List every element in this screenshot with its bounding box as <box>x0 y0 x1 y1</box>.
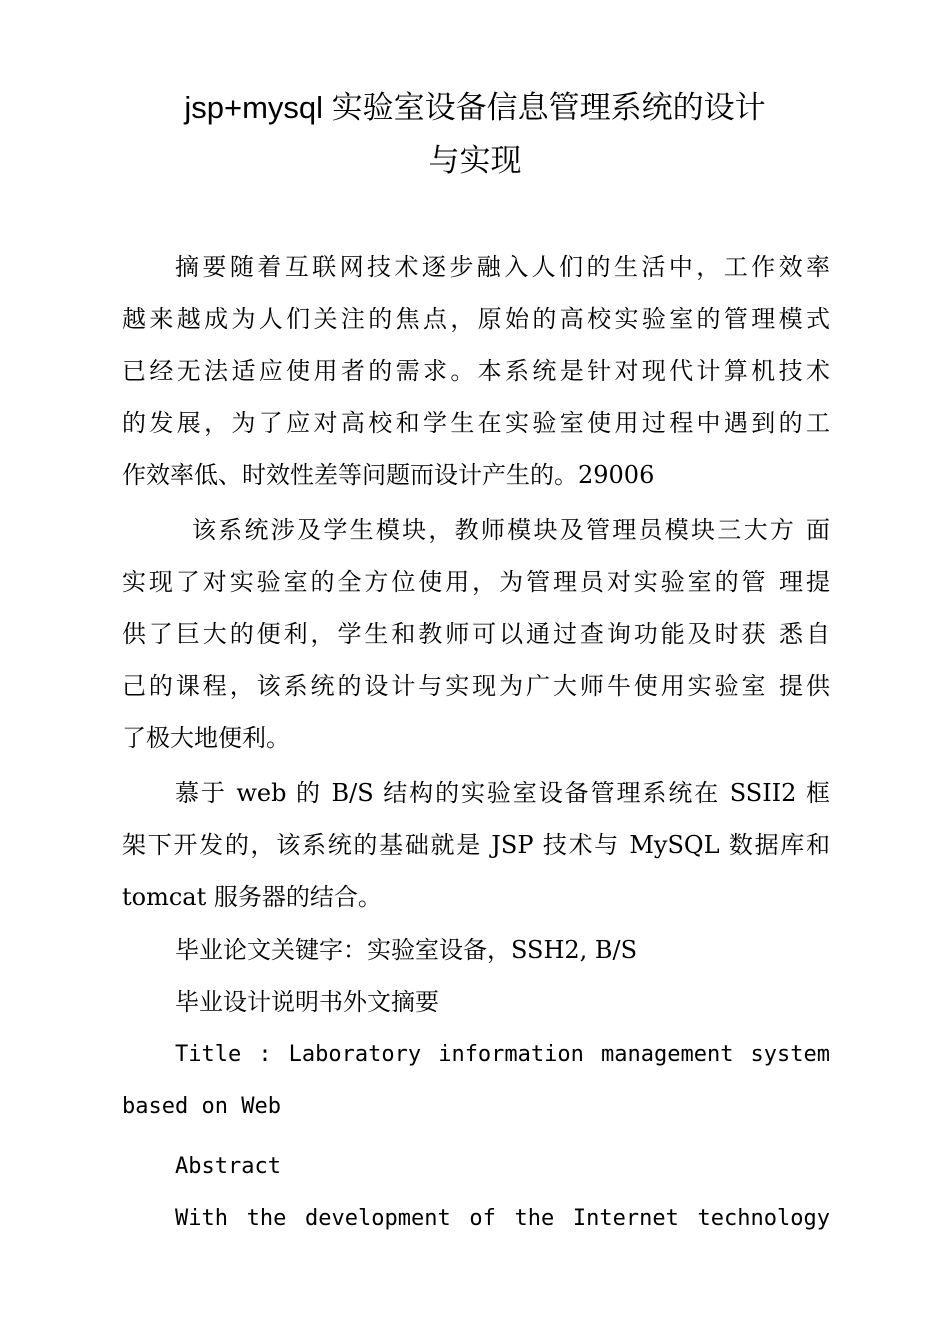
paragraph-line: 慕于 web 的 B/S 结构的实验室设备管理系统在 SSII2 框 <box>175 779 830 807</box>
paragraph-line: 供了巨大的便利，学生和教师可以通过查询功能及时获 悉自 <box>122 620 830 648</box>
abstract-paragraph-2 <box>122 504 830 764</box>
paragraph-line: tomcat 服务器的结合。 <box>122 883 382 911</box>
keywords-section <box>122 924 830 1028</box>
abstract-text-line: With the development of the Internet technology <box>175 1206 830 1231</box>
paragraph-line: 作效率低、时效性差等问题而设计产生的。29006 <box>122 461 655 489</box>
paragraph-line: 摘要随着互联网技术逐步融入人们的生活中，工作效率 <box>175 253 830 281</box>
paragraph-line: 的发展，为了应对高校和学生在实验室使用过程中遇到的工 <box>122 409 830 437</box>
paragraph-line: 已经无法适应使用者的需求。本系统是针对现代计算机技术 <box>122 357 830 385</box>
abstract-paragraph-3 <box>122 767 830 923</box>
keywords-line: 毕业论文关键字：实验室设备，SSH2, B/S <box>175 936 638 964</box>
paragraph-line: 越来越成为人们关注的焦点，原始的高校实验室的管理模式 <box>122 305 830 333</box>
document-title-line-1: jsp+mysql 实验室设备信息管理系统的设计 <box>184 90 766 125</box>
document-title-line-2: 与实现 <box>428 143 522 178</box>
abstract-label: Abstract <box>175 1154 281 1179</box>
paragraph-line: 了极大地便利。 <box>122 724 290 752</box>
paragraph-line: 实现了对实验室的全方位使用，为管理员对实验室的管 理提 <box>122 568 830 596</box>
english-title-line: Title : Laboratory information management system <box>175 1042 830 1067</box>
paragraph-line: 该系统涉及学生模块，教师模块及管理员模块三大方 面 <box>192 516 830 544</box>
english-title-section <box>122 1029 830 1133</box>
english-abstract-section <box>122 1141 830 1245</box>
foreign-abstract-heading: 毕业设计说明书外文摘要 <box>175 988 439 1016</box>
abstract-paragraph-1 <box>122 241 830 501</box>
paragraph-line: 架下开发的，该系统的基础就是 JSP 技术与 MySQL 数据库和 <box>122 831 830 859</box>
english-title-line: based on Web <box>122 1094 281 1119</box>
paragraph-line: 己的课程，该系统的设计与实现为广大师牛使用实验室 提供 <box>122 672 830 700</box>
